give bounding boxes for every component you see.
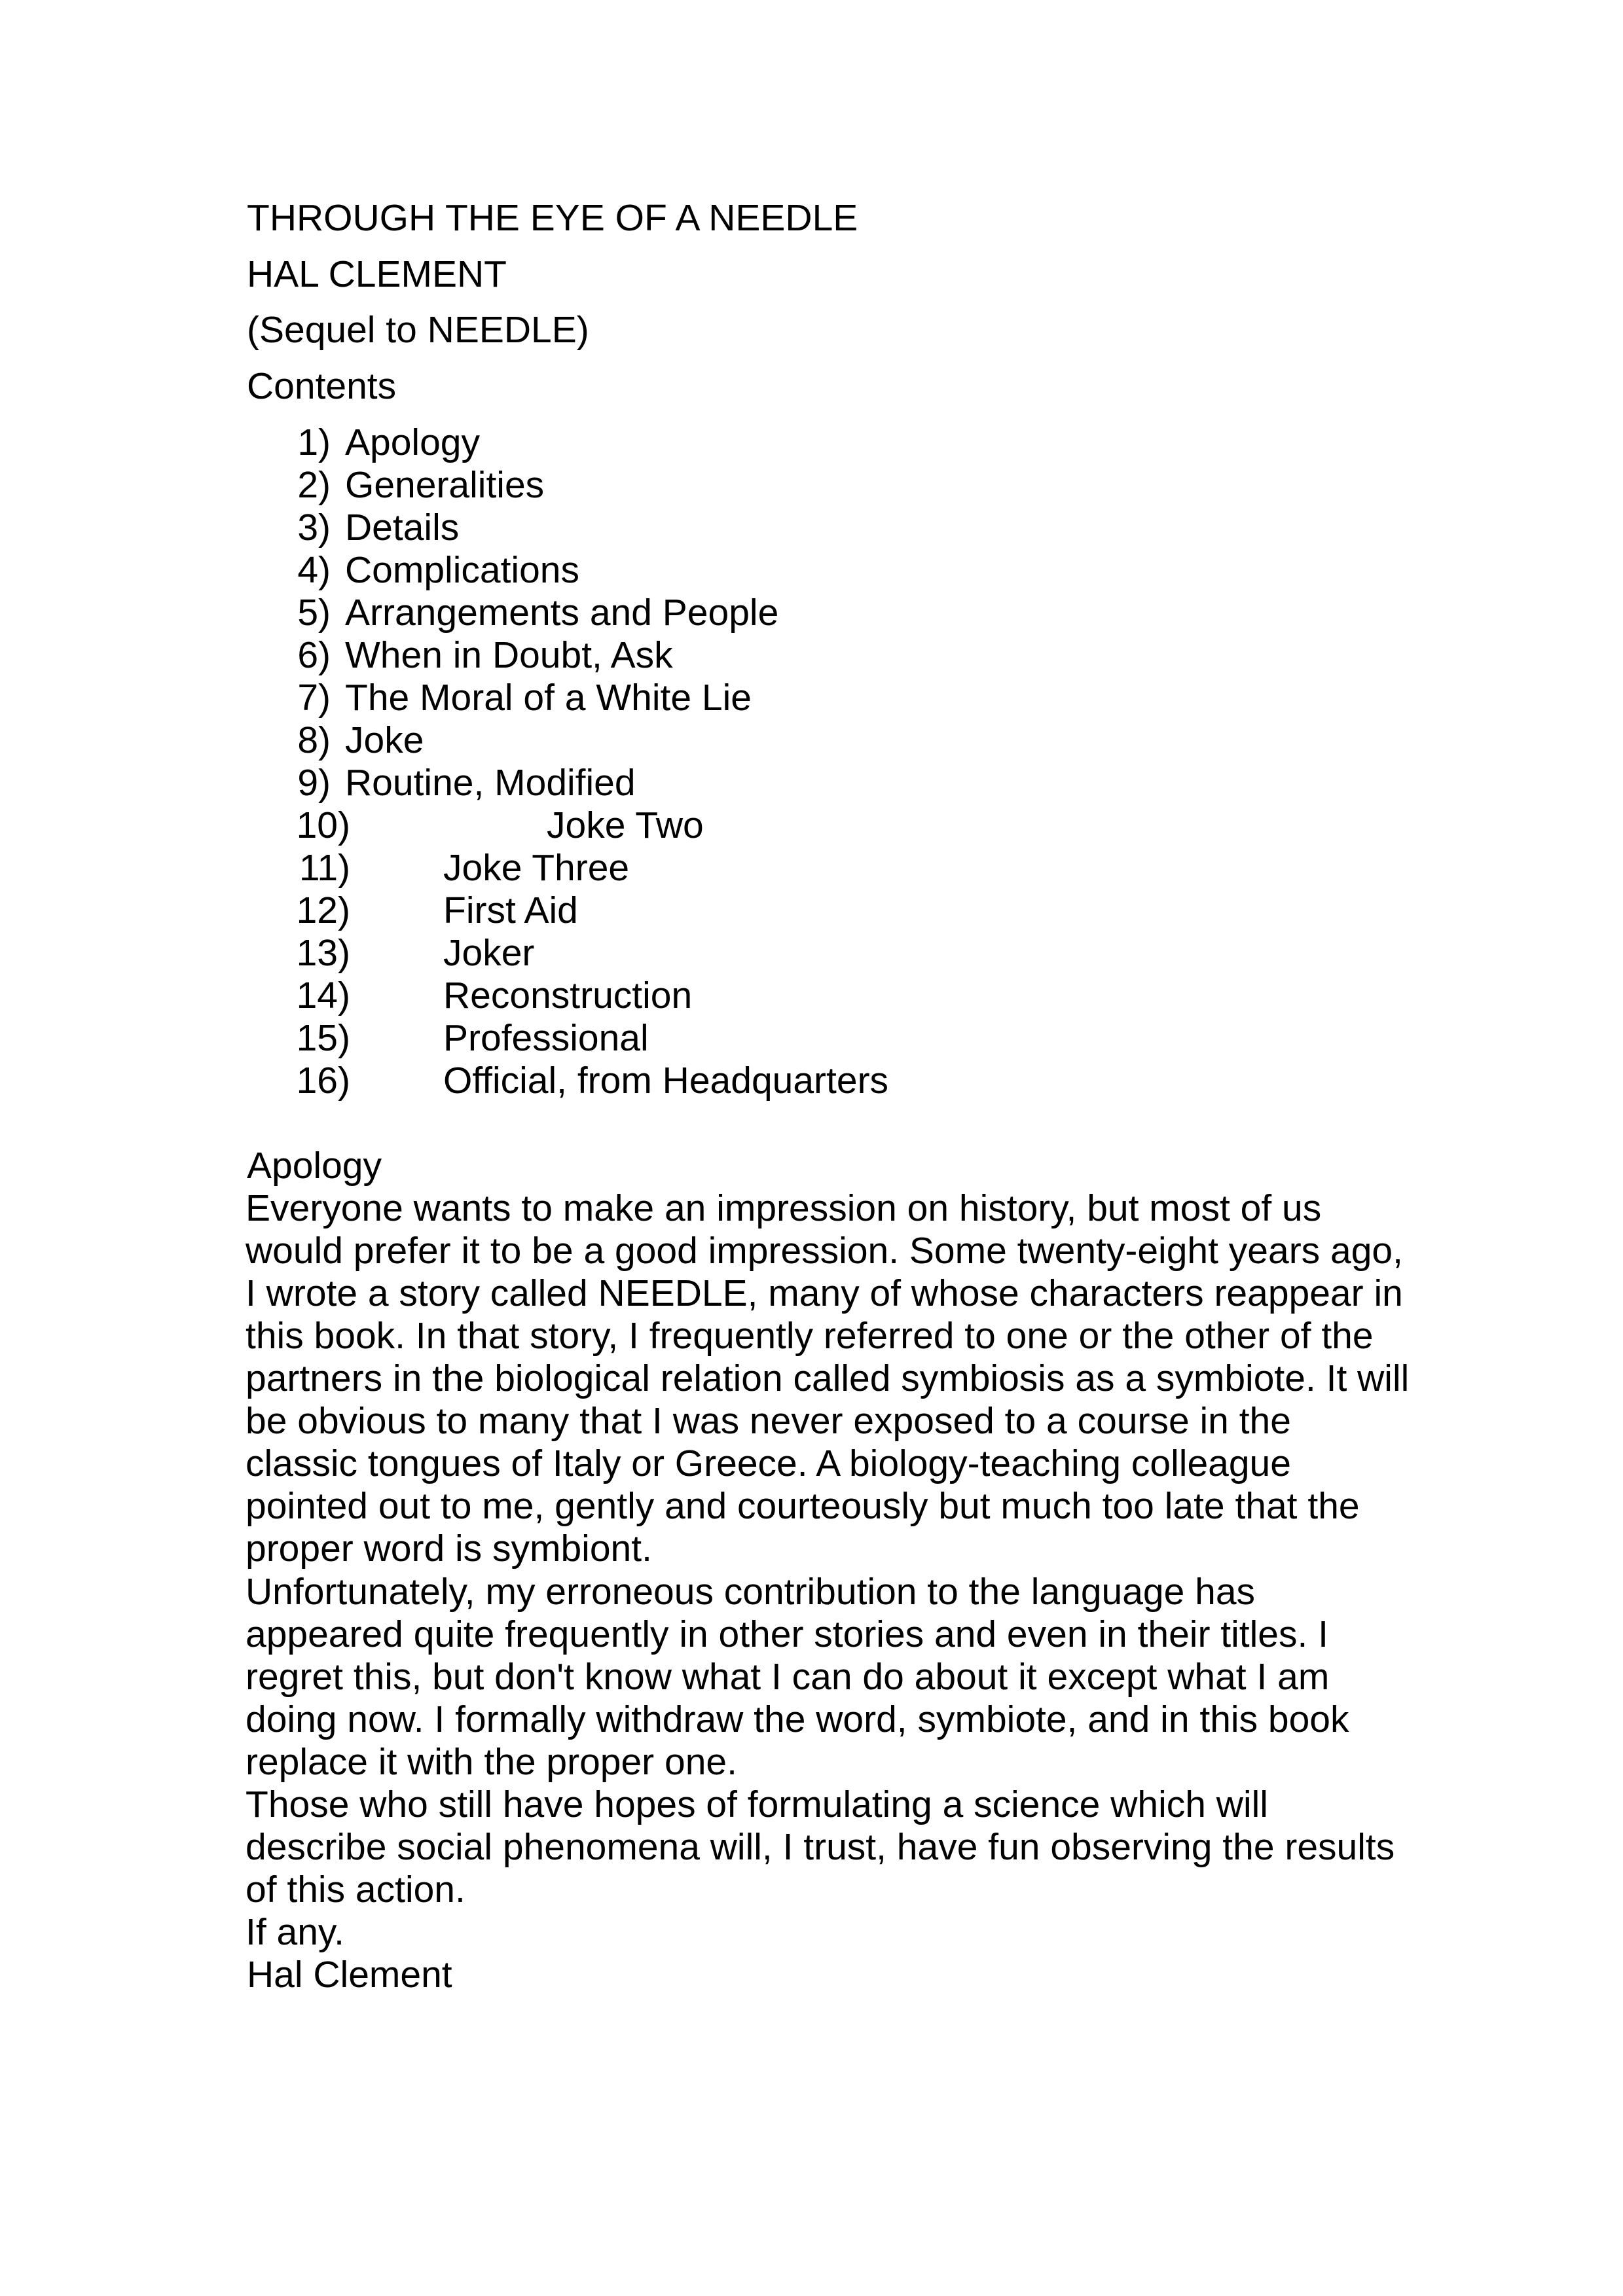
- toc-item-number: 15): [296, 1017, 350, 1059]
- toc-item-label: Arrangements and People: [345, 592, 779, 634]
- toc-item-label: Official, from Headquarters: [443, 1060, 889, 1102]
- book-subtitle: (Sequel to NEEDLE): [247, 309, 589, 351]
- toc-item-number: 4): [297, 549, 331, 591]
- toc-item-label: Generalities: [345, 464, 545, 506]
- toc-item-number: 2): [297, 464, 331, 506]
- apology-paragraph: Everyone wants to make an impression on history, but most of us would prefer it to be a good impression. Some twenty-eight years ago, I wrote a story called NEEDLE, many of whose characters reappear in this book. In that story, I frequently referred to one or the other of the partners in the biological relation called symbiosis as a symbiote. It will be obvious to many that I was never exposed to a course in the classic tongues of Italy or Greece. A biology-teaching colleague pointed out to me, gently and courteously but much too late that the proper word is symbiont.: [246, 1187, 1410, 1570]
- toc-item-number: 5): [297, 592, 331, 634]
- toc-item-label: Details: [345, 507, 460, 548]
- toc-item-number: 8): [297, 719, 331, 761]
- apology-heading: Apology: [247, 1145, 382, 1187]
- toc-item-label: Joke Three: [443, 847, 630, 889]
- contents-heading: Contents: [247, 365, 397, 407]
- book-author: HAL CLEMENT: [247, 253, 507, 295]
- toc-item-number: 16): [296, 1060, 350, 1102]
- toc-item-number: 13): [296, 932, 350, 974]
- apology-paragraph: Unfortunately, my erroneous contribution to the language has appeared quite frequently in other stories and even in their titles. I regret this, but don't know what I can do about it except what I am doing now. I formally withdraw the word, symbiote, and in this book replace it with the proper one.: [246, 1571, 1349, 1783]
- toc-item-number: 14): [296, 975, 350, 1016]
- toc-item-label: Joke Two: [547, 804, 704, 846]
- toc-item-label: The Moral of a White Lie: [345, 677, 752, 719]
- toc-item-number: 10): [296, 804, 350, 846]
- book-title: THROUGH THE EYE OF A NEEDLE: [247, 197, 858, 239]
- toc-item-number: 11): [299, 847, 350, 889]
- toc-item-number: 1): [297, 422, 331, 463]
- toc-item-number: 9): [297, 762, 331, 804]
- toc-item-number: 12): [296, 889, 350, 931]
- toc-item-label: Complications: [345, 549, 579, 591]
- apology-paragraph: If any.: [246, 1911, 345, 1953]
- toc-item-label: Joker: [443, 932, 535, 974]
- toc-item-label: Joke: [345, 719, 424, 761]
- toc-item-label: When in Doubt, Ask: [345, 634, 673, 676]
- toc-item-label: Professional: [443, 1017, 649, 1059]
- toc-item-number: 3): [297, 507, 331, 548]
- toc-item-label: Apology: [345, 422, 480, 463]
- apology-signature: Hal Clement: [247, 1954, 452, 1996]
- toc-item-number: 7): [297, 677, 331, 719]
- apology-paragraph: Those who still have hopes of formulating a science which will describe social phenomena will, I trust, have fun observing the results of this action.: [246, 1784, 1395, 1910]
- toc-item-label: Routine, Modified: [345, 762, 636, 804]
- toc-item-number: 6): [297, 634, 331, 676]
- toc-item-label: First Aid: [443, 889, 578, 931]
- toc-item-label: Reconstruction: [443, 975, 693, 1016]
